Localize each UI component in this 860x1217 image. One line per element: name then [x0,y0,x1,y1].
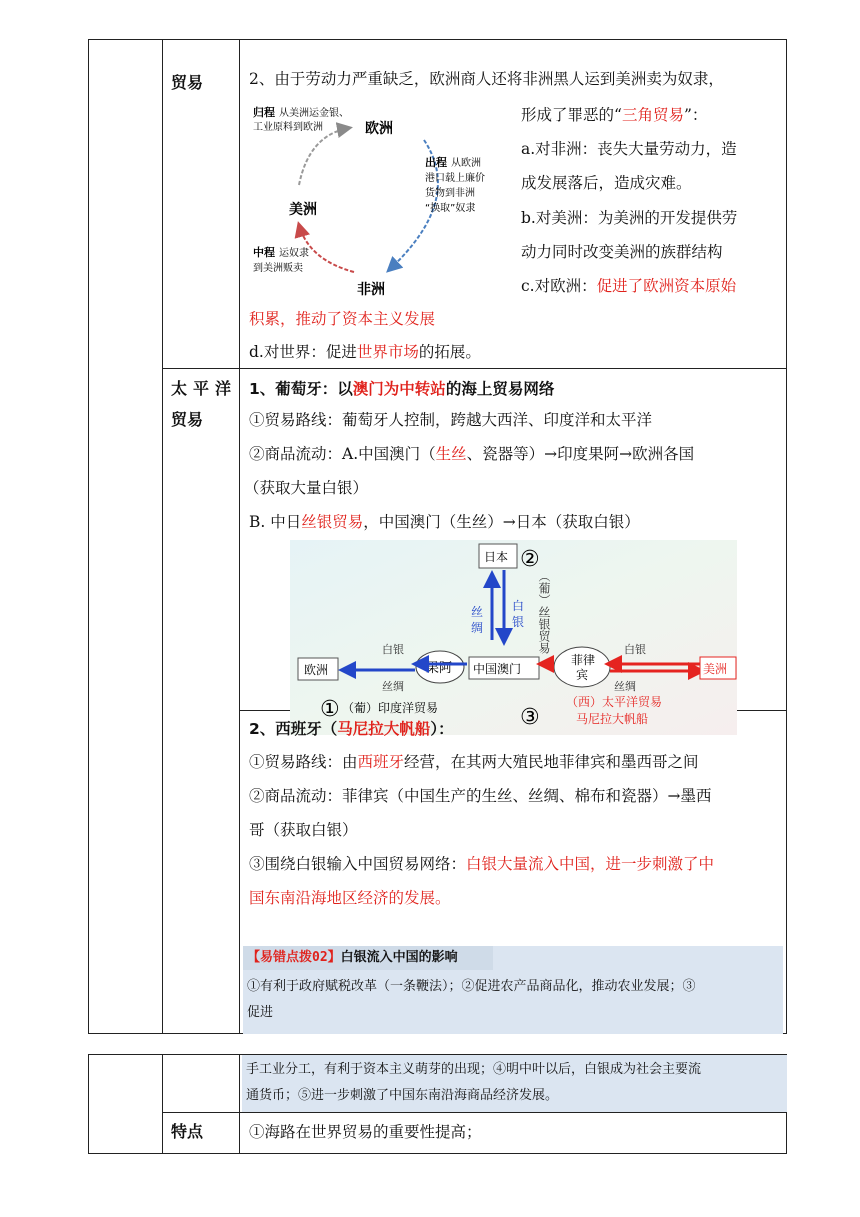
map-silk-v1: 丝 [471,605,484,619]
out-desc-1: 从欧洲 [451,158,481,169]
map-philippines-2: 宾 [576,668,589,682]
table-2 [88,1054,787,1154]
map-silver-v2: 银 [512,615,525,629]
map-goa: 果阿 [426,661,453,676]
map-silver-v1: 白 [512,599,525,613]
tip-line-1: ①有利于政府赋税改革（一条鞭法）；②促进农产品商品化，推动农业发展；③ [247,979,696,994]
feature-text: ①海路在世界贸易的重要性提高； [249,1123,482,1141]
spain-route: ①贸易路线：由西班牙经营，在其两大殖民地菲律宾和墨西哥之间 [249,753,699,771]
map-japan: 日本 [484,550,509,564]
map-silk-v2: 绸 [471,621,484,635]
portugal-goods-2: （获取大量白银） [244,479,369,497]
map-europe: 欧洲 [304,663,329,677]
tip-cont-line-2: 通货币；⑤进一步刺激了中国东南沿海商品经济发展。 [246,1088,559,1103]
column-divider [239,40,240,1033]
map-west-route-2: 马尼拉大帆船 [576,712,649,726]
map-silver-left: 白银 [382,643,404,656]
tip-line-2: 促进 [247,1005,274,1020]
africa-impact-1: a.对非洲：丧失大量劳动力，造 [521,140,737,158]
tip-cont-line-1: 手工业分工，有利于资本主义萌芽的出现；④明中叶以后，白银成为社会主要流 [246,1062,702,1077]
spain-goods-2: 哥（获取白银） [249,821,358,839]
portugal-goods: ②商品流动：A.中国澳门（生丝、瓷器等）→印度果阿→欧洲各国 [249,445,695,463]
triangle-trade-diagram [249,100,494,305]
europe-impact-1: c.对欧洲：促进了欧洲资本原始 [521,277,737,295]
pacific-label-1: 太平洋 [171,379,238,398]
world-impact: d.对世界：促进世界市场的拓展。 [249,343,481,361]
table-1 [88,39,787,1034]
map-indian-route: （葡）印度洋贸易 [342,701,439,715]
silver-network-1: ③围绕白银输入中国贸易网络：白银大量流入中国，进一步刺激了中 [249,855,715,873]
return-desc-1: 从美洲运金银、 [279,108,349,119]
return-route-arrow [299,128,349,185]
map-circle-3: ③ [520,705,540,730]
mid-desc-2: 到美洲贩卖 [253,263,303,274]
map-silver-right: 白银 [624,643,646,656]
america-impact-1: b.对美洲：为美洲的开发提供劳 [521,209,738,227]
column-divider [162,1055,163,1153]
spain-heading: 2、西班牙（马尼拉大帆船）： [249,720,454,738]
mid-desc-1: 运奴隶 [279,248,309,259]
row-divider [162,1112,786,1113]
diagram-europe: 欧洲 [365,121,393,137]
return-desc-2: 工业原料到欧洲 [253,122,323,133]
tip-tag: 【易错点拨02】 [247,950,341,965]
tip-box [243,946,783,1034]
slave-trade-intro: 2、由于劳动力严重缺乏，欧洲商人还将非洲黑人运到美洲卖为奴隶， [249,70,724,88]
map-macau: 中国澳门 [473,662,522,676]
column-divider [239,1055,240,1153]
tip-title: 白银流入中国的影响 [340,950,458,965]
out-label: 出程 [425,156,447,169]
diagram-africa: 非洲 [357,282,385,298]
map-circle-2: ② [520,547,540,572]
column-divider [162,40,163,1033]
map-circle-1: ① [320,697,340,722]
europe-impact-2: 积累，推动了资本主义发展 [249,310,436,328]
america-impact-2: 动力同时改变美洲的族群结构 [521,243,723,261]
map-silk-left: 丝绸 [382,680,404,693]
portugal-heading: 1、葡萄牙：以澳门为中转站的海上贸易网络 [249,380,555,398]
portugal-route: ①贸易路线：葡萄牙人控制，跨越大西洋、印度洋和太平洋 [249,411,653,429]
tip-box-continued [242,1055,787,1112]
trade-label: 贸易 [171,73,204,92]
map-west-route-1: （西）太平洋贸易 [566,695,663,709]
spain-goods-1: ②商品流动：菲律宾（中国生产的生丝、丝绸、棉布和瓷器）→墨西 [249,787,712,805]
mid-label: 中程 [253,246,275,259]
china-japan-trade: B. 中日丝银贸易，中国澳门（生丝）→日本（获取白银） [249,513,640,531]
map-america: 美洲 [703,662,728,676]
return-label: 归程 [253,106,275,119]
out-desc-3: 货物到非洲 [425,188,475,199]
pacific-trade-map [290,540,737,735]
out-desc-2: 港口载上廉价 [425,173,485,184]
africa-impact-2: 成发展落后，造成灾难。 [521,174,692,192]
map-pt-route: （葡）丝银贸易 [537,570,551,654]
map-silk-right: 丝绸 [614,680,636,693]
pacific-label-2: 贸易 [171,410,204,429]
diagram-america: 美洲 [289,202,317,218]
tip-header [243,946,493,970]
silver-network-2: 国东南沿海地区经济的发展。 [249,889,451,907]
triangle-trade-line: 形成了罪恶的“三角贸易”： [521,106,708,124]
out-desc-4: “换取”奴隶 [425,203,476,214]
feature-label: 特点 [171,1122,204,1141]
map-philippines-1: 菲律 [571,653,596,667]
